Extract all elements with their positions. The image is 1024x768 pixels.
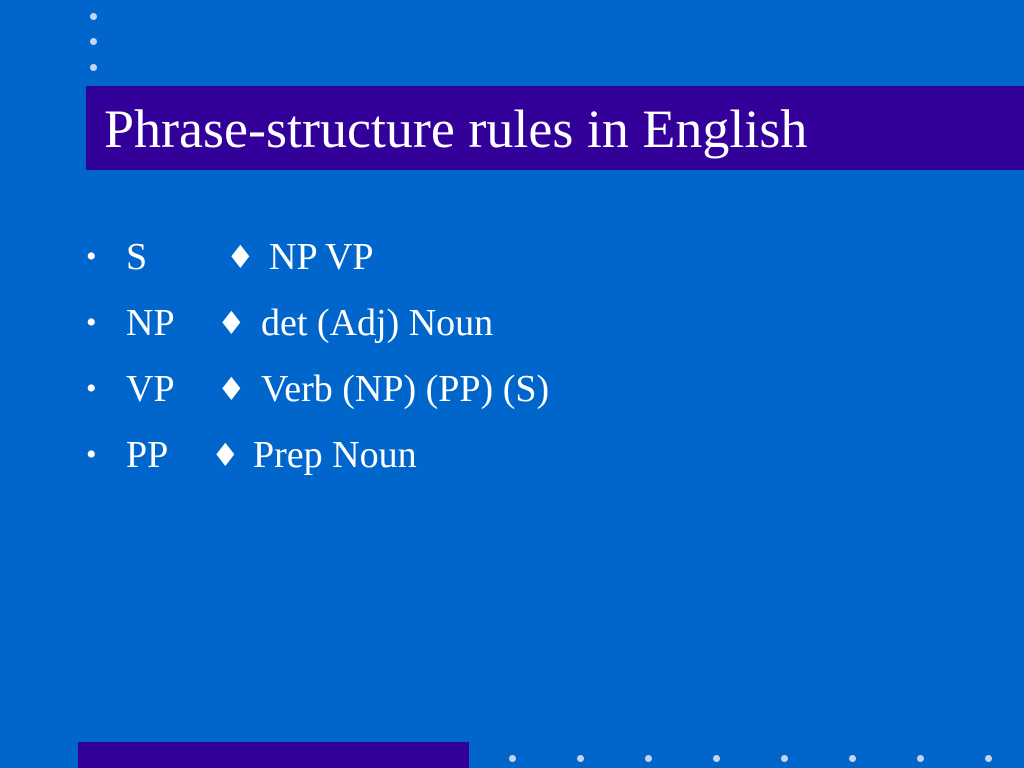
rule-lhs: S bbox=[126, 236, 148, 278]
decorative-dot bbox=[917, 755, 924, 762]
decorative-dot bbox=[90, 64, 97, 71]
decorative-dot bbox=[90, 13, 97, 20]
decorative-dot bbox=[577, 755, 584, 762]
rule-lhs: PP bbox=[126, 434, 169, 476]
bottom-accent-bar bbox=[78, 742, 469, 768]
decorative-dot bbox=[509, 755, 516, 762]
diamond-arrow-icon: ♦ bbox=[217, 370, 246, 408]
rule-rhs: Verb (NP) (PP) (S) bbox=[261, 368, 550, 410]
bullet-icon: • bbox=[86, 240, 97, 273]
decorative-dot bbox=[985, 755, 992, 762]
rule-rhs: NP VP bbox=[269, 236, 374, 278]
decorative-dot bbox=[781, 755, 788, 762]
diamond-arrow-icon: ♦ bbox=[217, 304, 246, 342]
decorative-dot bbox=[90, 38, 97, 45]
slide-title: Phrase-structure rules in English bbox=[104, 99, 808, 159]
bullet-icon: • bbox=[86, 306, 97, 339]
diamond-arrow-icon: ♦ bbox=[211, 436, 240, 474]
decorative-dot bbox=[849, 755, 856, 762]
bullet-icon: • bbox=[86, 372, 97, 405]
bullet-icon: • bbox=[86, 438, 97, 471]
rule-rhs: Prep Noun bbox=[253, 434, 417, 476]
diamond-arrow-icon: ♦ bbox=[226, 238, 255, 276]
rule-lhs: VP bbox=[126, 368, 175, 410]
rule-rhs: det (Adj) Noun bbox=[261, 302, 494, 344]
decorative-dot bbox=[713, 755, 720, 762]
decorative-dot bbox=[645, 755, 652, 762]
rule-lhs: NP bbox=[126, 302, 175, 344]
